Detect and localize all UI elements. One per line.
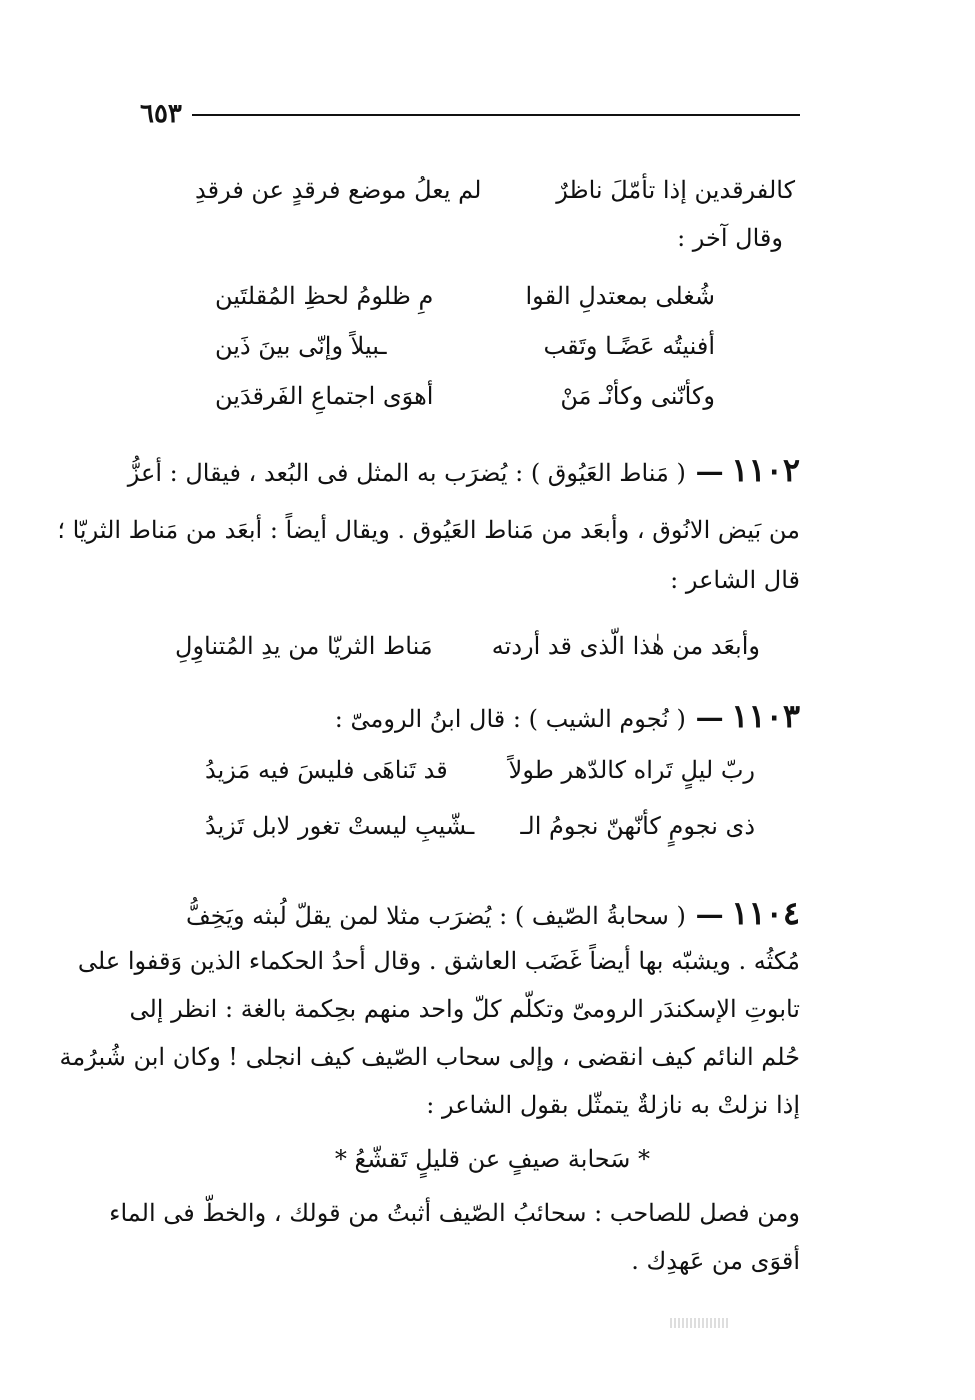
entry-text-line: إذا نزلتْ به نازلةٌ يتمثّل بقول الشاعر : bbox=[426, 1091, 800, 1119]
verse-right-hemistich: أفنيتُه عَضًـا وتَقب bbox=[543, 332, 715, 360]
another-said-line: وقال آخر : bbox=[677, 224, 783, 252]
verse-right-hemistich: ربّ ليلٍ تَراه كالدّهر طولاً bbox=[508, 756, 755, 784]
verse-line bbox=[215, 372, 715, 420]
entry-1103 bbox=[195, 696, 800, 866]
entry-text: ( نُجوم الشيب ) : قال ابنُ الرومىّ : bbox=[334, 705, 686, 733]
verse-left-hemistich: ـبيلاً وإنّى بينَ ذَين bbox=[215, 332, 387, 360]
verse-left-hemistich: مَناط الثريّا من يدِ المُتناوِلِ bbox=[175, 632, 433, 660]
verse-line bbox=[205, 746, 755, 794]
entry-text: ( مَناط العَيُوق ) : يُضرَب به المثل فى البُعد ، فيقال : أعزُّ bbox=[127, 459, 686, 487]
entry-number: ١١٠٤ bbox=[731, 894, 800, 932]
verse-right-hemistich: شُغلى بمعتدلِ القوا bbox=[525, 282, 715, 310]
verse-line bbox=[215, 322, 715, 370]
verse-line bbox=[215, 272, 715, 320]
poem-stanza bbox=[215, 272, 715, 432]
entry-first-line bbox=[186, 893, 800, 936]
verse-right-hemistich: وكأنّنى وكأنْـ مَنْ bbox=[560, 382, 715, 410]
verse-left-hemistich: مِ ظلومُ لحظِ المُقلتَين bbox=[215, 282, 434, 310]
entry-text-line: ومن فصل للصاحب : سحائبُ الصّيف أثبتُ من قولك ، والخطّ فى الماء bbox=[109, 1199, 800, 1227]
entry-first-line bbox=[335, 696, 800, 739]
opening-verse bbox=[195, 166, 795, 214]
entry-text-line: أقوَى من عَهدِك . bbox=[631, 1247, 800, 1275]
verse-left-hemistich: قد تَناهَى فليسَ فيه مَزيدُ bbox=[205, 756, 448, 784]
header-rule bbox=[192, 114, 800, 116]
verse-right-hemistich: ذى نجومٍ كأنّهنّ نجومُ الـ bbox=[520, 812, 755, 840]
verse-line bbox=[195, 166, 795, 214]
entry-dash: — bbox=[685, 898, 724, 931]
page-number: ٦٥٣ bbox=[140, 99, 182, 129]
entry-text: ( سحابةُ الصّيف ) : يُضرَب مثلا لمن يقلّ لُبثه ويَخِفُّ bbox=[185, 902, 686, 930]
print-smudge bbox=[670, 1318, 730, 1328]
entry-text-line: حُلم النائم كيف انقضى ، وإلى سحاب الصّيف كيف انجلى ! وكان ابن شُبرُمة bbox=[59, 1043, 800, 1071]
entry-1102 bbox=[57, 450, 800, 680]
entry-dash: — bbox=[685, 455, 724, 488]
page-header bbox=[140, 98, 800, 130]
entry-dash: — bbox=[685, 701, 724, 734]
entry-number: ١١٠٢ bbox=[731, 451, 800, 489]
verse-left-hemistich: ـشّيبِ ليستْ تغور لابل تَزيدُ bbox=[205, 812, 475, 840]
entry-first-line bbox=[128, 450, 800, 493]
verse-right-hemistich: وأبعَد من هٰذا الّذى قد أردته bbox=[491, 632, 760, 660]
entry-text-line: قال الشاعر : bbox=[670, 566, 800, 594]
entry-1104 bbox=[59, 893, 800, 1293]
entry-number: ١١٠٣ bbox=[731, 697, 800, 735]
entry-text-line: تابوتِ الإسكندَر الرومىّ وتكلّم كلّ واحد منهم بحِكمة بالغة : انظر إلى bbox=[129, 995, 800, 1023]
verse-right-hemistich: كالفرقدين إذا تأمّلَ ناظرٌ bbox=[556, 176, 795, 204]
verse-line bbox=[205, 802, 755, 850]
verse-left-hemistich: أهوَى اجتماعِ الفَرقدَين bbox=[215, 382, 434, 410]
entry-text-line: من بَيض الانُوق ، وأبعَد من مَناط العَيُوق . ويقال أيضاً : أبعَد من مَناط الثريّا ؛ bbox=[57, 516, 800, 544]
verse-left-hemistich: لم يعلُ موضع فرقدٍ عن فرقدِ bbox=[195, 176, 482, 204]
entry-text-line: مُكثُه . ويشبّه بها أيضاً غَضَب العاشق . وقال أحدُ الحكماء الذين وَقفوا على bbox=[77, 947, 800, 975]
verse-line bbox=[175, 622, 760, 670]
quoted-hemistich: * سَحابة صيفٍ عن قليلٍ تَقشّعُ * bbox=[334, 1145, 650, 1173]
